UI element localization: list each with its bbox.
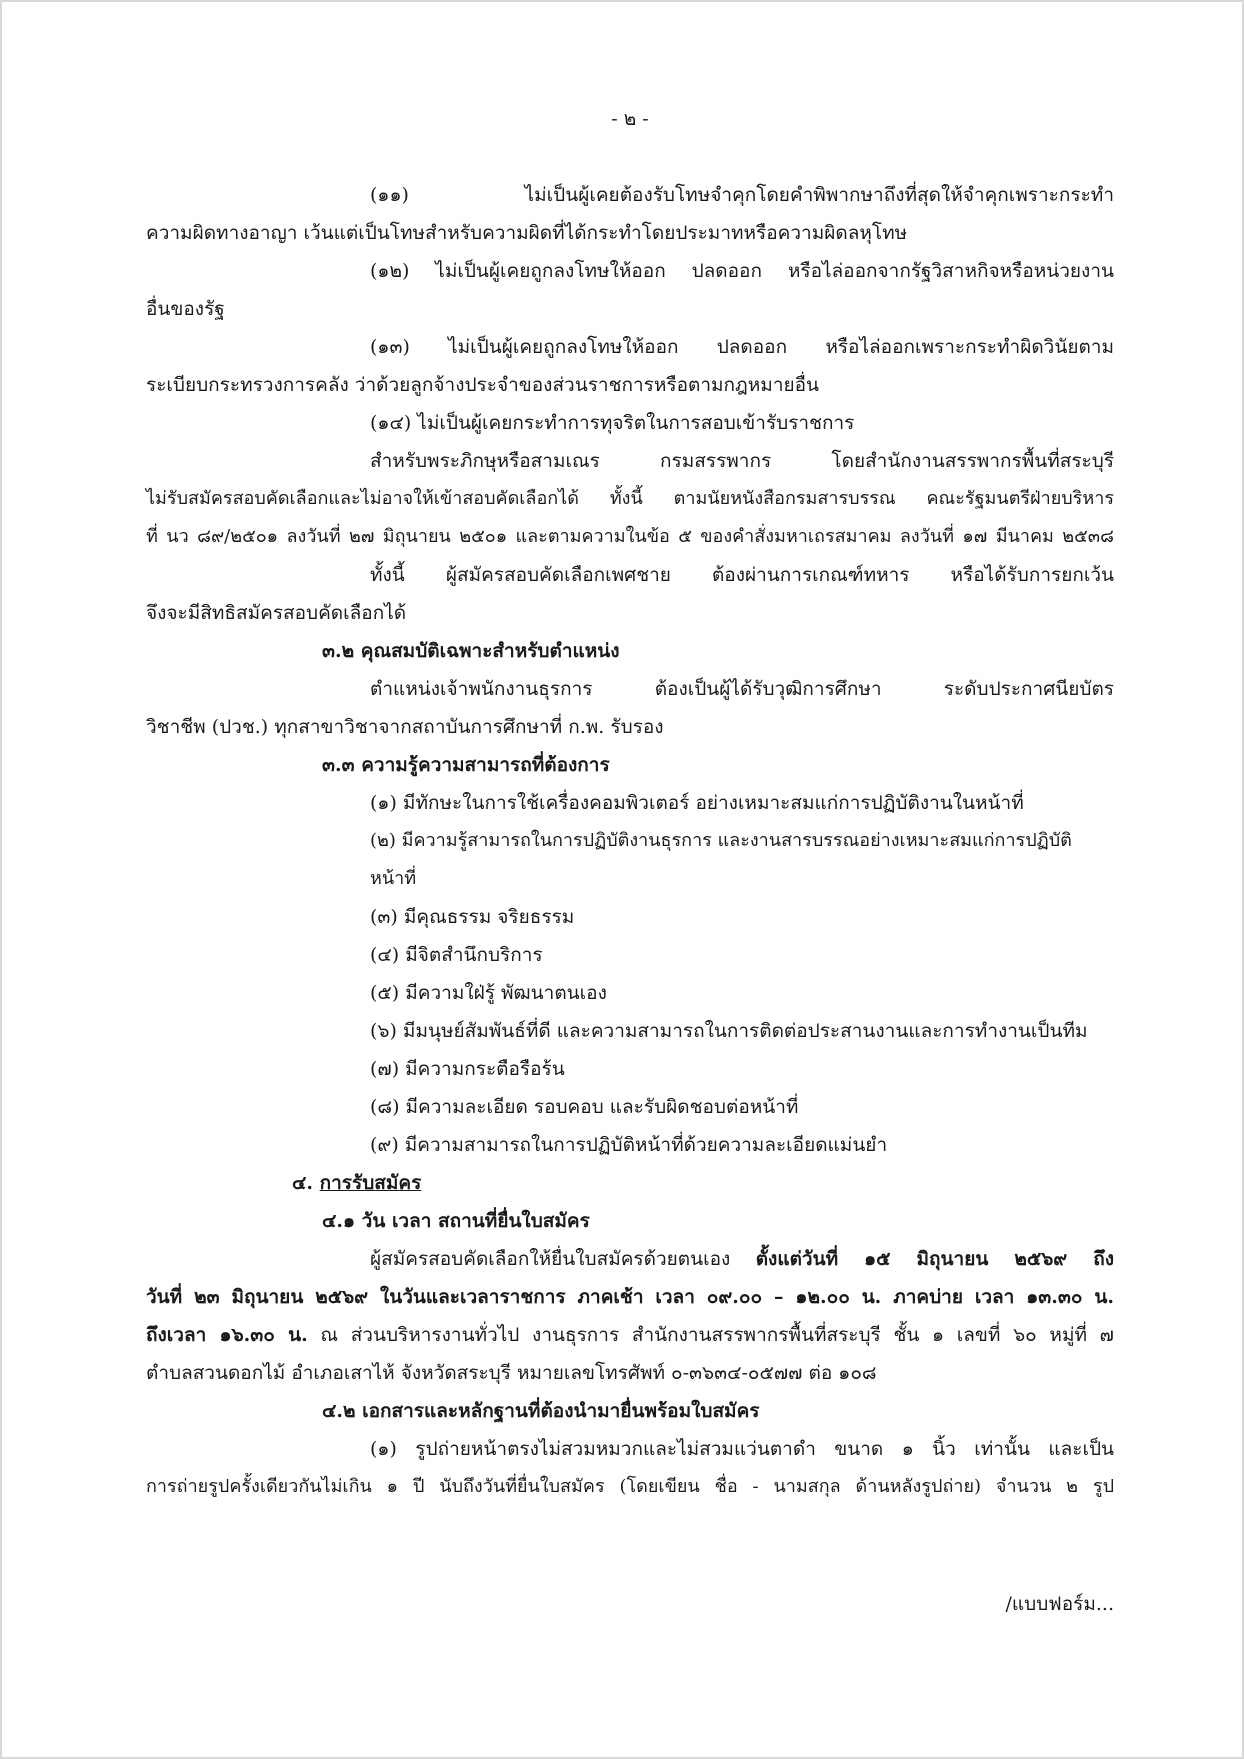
qualification-11-line1: (๑๑) ไม่เป็นผู้เคยต้องรับโทษจำคุกโดยคำพิพากษาถึงที่สุดให้จำคุกเพราะกระทำ [370,184,1114,206]
heading-4-1: ๔.๑ วัน เวลา สถานที่ยื่นใบสมัคร [322,1210,590,1232]
skill-item: (๑) มีทักษะในการใช้เครื่องคอมพิวเตอร์ อย่างเหมาะสมแก่การปฏิบัติงานในหน้าที่ [370,792,1024,814]
application-intro: ผู้สมัครสอบคัดเลือกให้ยื่นใบสมัครด้วยตนเอง [370,1248,731,1270]
qualification-14: (๑๔) ไม่เป็นผู้เคยกระทำการทุจริตในการสอบเข้ารับราชการ [370,412,855,434]
qualification-13-line2: ระเบียบกระทรวงการคลัง ว่าด้วยลูกจ้างประจำของส่วนราชการหรือตามกฎหมายอื่น [146,374,820,396]
skill-item: (๗) มีความกระตือรือร้น [370,1058,565,1080]
skill-item: (๒) มีความรู้สามารถในการปฏิบัติงานธุรการ และงานสารบรรณอย่างเหมาะสมแก่การปฏิบัติหน้าที่ [370,830,1072,889]
position-spec-line2: วิชาชีพ (ปวช.) ทุกสาขาวิชาจากสถาบันการศึกษาที่ ก.พ. รับรอง [146,716,664,738]
application-location: ณ ส่วนบริหารงานทั่วไป งานธุรการ สำนักงานสรรพากรพื้นที่สระบุรี ชั้น ๑ เลขที่ ๖๐ หมู่ที่ ๗ [320,1324,1114,1346]
heading-4-number: ๔. [292,1172,313,1194]
heading-4-2: ๔.๒ เอกสารและหลักฐานที่ต้องนำมายื่นพร้อมใบสมัคร [322,1400,760,1422]
skill-item: (๔) มีจิตสำนึกบริการ [370,944,543,966]
qualification-12-line1: (๑๒) ไม่เป็นผู้เคยถูกลงโทษให้ออก ปลดออก หรือไล่ออกจากรัฐวิสาหกิจหรือหน่วยงาน [370,260,1114,282]
application-line3 [146,1316,1114,1354]
application-line1 [146,1240,1114,1278]
photo-requirement-line2: การถ่ายรูปครั้งเดียวกันไม่เกิน ๑ ปี นับถึงวันที่ยื่นใบสมัคร (โดยเขียน ชื่อ - นามสกุล ด้านหลังรูปถ่าย) จำนวน ๒ รูป [146,1476,1114,1497]
page-number: - ๒ - [611,108,649,130]
qualification-12-line2: อื่นของรัฐ [146,298,225,320]
skill-item: (๓) มีคุณธรรม จริยธรรม [370,906,575,928]
skill-item: (๖) มีมนุษย์สัมพันธ์ที่ดี และความสามารถในการติดต่อประสานงานและการทำงานเป็นทีม [370,1020,1088,1042]
monk-clause-line2: ไม่รับสมัครสอบคัดเลือกและไม่อาจให้เข้าสอบคัดเลือกได้ ทั้งนี้ ตามนัยหนังสือกรมสารบรรณ คณะรัฐมนตรีฝ่ายบริหาร [146,488,1114,509]
skill-item: (๙) มีความสามารถในการปฏิบัติหน้าที่ด้วยความละเอียดแม่นยำ [370,1134,888,1156]
male-clause-line1: ทั้งนี้ ผู้สมัครสอบคัดเลือกเพศชาย ต้องผ่านการเกณฑ์ทหาร หรือได้รับการยกเว้น [370,564,1114,586]
document-body [146,176,1114,1506]
male-clause-line2: จึงจะมีสิทธิสมัครสอบคัดเลือกได้ [146,602,407,624]
application-line4: ตำบลสวนดอกไม้ อำเภอเสาไห้ จังหวัดสระบุรี หมายเลขโทรศัพท์ ๐-๓๖๓๔-๐๕๗๗ ต่อ ๑๐๘ [146,1362,877,1384]
monk-clause-line3: ที่ นว ๘๙/๒๕๐๑ ลงวันที่ ๒๗ มิถุนายน ๒๕๐๑ และตามความในข้อ ๕ ของคำสั่งมหาเถรสมาคม ลงวันที่ ๑๗ มีนาคม ๒๕๓๘ [146,526,1114,547]
skill-item: (๕) มีความใฝ่รู้ พัฒนาตนเอง [370,982,607,1004]
heading-4 [146,1164,1114,1202]
heading-4-title: การรับสมัคร [319,1172,422,1194]
application-line2 [146,1278,1114,1316]
heading-3-2: ๓.๒ คุณสมบัติเฉพาะสำหรับตำแหน่ง [322,640,620,662]
skill-item: (๘) มีความละเอียด รอบคอบ และรับผิดชอบต่อหน้าที่ [370,1096,799,1118]
monk-clause-line1: สำหรับพระภิกษุหรือสามเณร กรมสรรพากร โดยสำนักงานสรรพากรพื้นที่สระบุรี [370,450,1114,472]
qualification-13-line1: (๑๓) ไม่เป็นผู้เคยถูกลงโทษให้ออก ปลดออก หรือไล่ออกเพราะกระทำผิดวินัยตาม [370,336,1114,358]
photo-requirement-line1: (๑) รูปถ่ายหน้าตรงไม่สวมหมวกและไม่สวมแว่นตาดำ ขนาด ๑ นิ้ว เท่านั้น และเป็น [370,1438,1114,1460]
application-date-time: วันที่ ๒๓ มิถุนายน ๒๕๖๙ ในวันและเวลาราชการ ภาคเช้า เวลา ๐๙.๐๐ – ๑๒.๐๐ น. ภาคบ่าย เวลา ๑๓.๓๐ น. [146,1286,1114,1308]
heading-3-3: ๓.๓ ความรู้ความสามารถที่ต้องการ [322,754,610,776]
application-date-start: ตั้งแต่วันที่ ๑๕ มิถุนายน ๒๕๖๙ ถึง [755,1248,1114,1270]
continuation-note: /แบบฟอร์ม... [1005,1593,1114,1615]
position-spec-line1: ตำแหน่งเจ้าพนักงานธุรการ ต้องเป็นผู้ได้รับวุฒิการศึกษา ระดับประกาศนียบัตร [370,678,1114,700]
application-end-time: ถึงเวลา ๑๖.๓๐ น. [146,1324,308,1346]
qualification-11-line2: ความผิดทางอาญา เว้นแต่เป็นโทษสำหรับความผิดที่ได้กระทำโดยประมาทหรือความผิดลหุโทษ [146,222,908,244]
